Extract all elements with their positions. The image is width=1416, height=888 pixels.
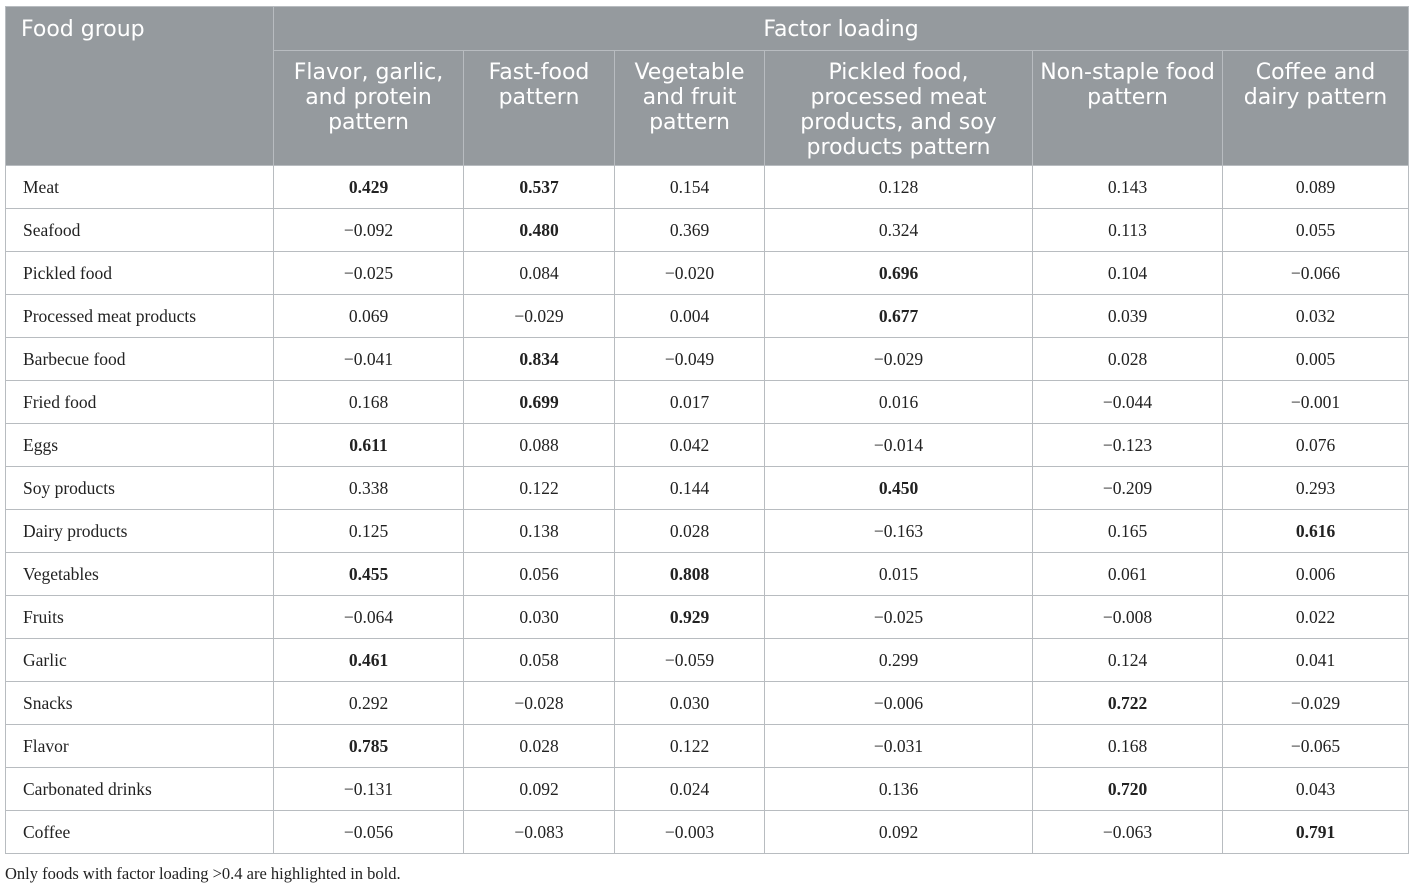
food-group-header: Food group xyxy=(6,7,274,166)
loading-value-cell: 0.461 xyxy=(274,639,464,682)
loading-value-cell: −0.092 xyxy=(274,209,464,252)
food-group-cell: Garlic xyxy=(6,639,274,682)
loading-value-cell: 0.122 xyxy=(464,467,615,510)
column-header: Flavor, garlic, and protein pattern xyxy=(274,51,464,166)
table-body xyxy=(6,166,1409,854)
loading-value-cell: 0.015 xyxy=(765,553,1033,596)
table-row xyxy=(6,553,1409,596)
loading-value-cell: 0.293 xyxy=(1223,467,1409,510)
table-row xyxy=(6,811,1409,854)
loading-value-cell: 0.292 xyxy=(274,682,464,725)
loading-value-cell: 0.143 xyxy=(1033,166,1223,209)
loading-value-cell: 0.785 xyxy=(274,725,464,768)
food-group-cell: Coffee xyxy=(6,811,274,854)
table-row xyxy=(6,295,1409,338)
loading-value-cell: 0.455 xyxy=(274,553,464,596)
loading-value-cell: −0.006 xyxy=(765,682,1033,725)
loading-value-cell: −0.001 xyxy=(1223,381,1409,424)
table-row xyxy=(6,381,1409,424)
loading-value-cell: 0.092 xyxy=(765,811,1033,854)
loading-value-cell: −0.025 xyxy=(274,252,464,295)
table-row xyxy=(6,467,1409,510)
loading-value-cell: 0.168 xyxy=(1033,725,1223,768)
loading-value-cell: −0.066 xyxy=(1223,252,1409,295)
table-row xyxy=(6,166,1409,209)
loading-value-cell: 0.041 xyxy=(1223,639,1409,682)
loading-value-cell: 0.338 xyxy=(274,467,464,510)
food-group-cell: Fried food xyxy=(6,381,274,424)
loading-value-cell: 0.113 xyxy=(1033,209,1223,252)
food-group-cell: Processed meat products xyxy=(6,295,274,338)
loading-value-cell: −0.014 xyxy=(765,424,1033,467)
food-group-cell: Flavor xyxy=(6,725,274,768)
loading-value-cell: 0.144 xyxy=(615,467,765,510)
loading-value-cell: 0.006 xyxy=(1223,553,1409,596)
loading-value-cell: 0.154 xyxy=(615,166,765,209)
loading-value-cell: −0.041 xyxy=(274,338,464,381)
loading-value-cell: 0.480 xyxy=(464,209,615,252)
loading-value-cell: 0.076 xyxy=(1223,424,1409,467)
loading-value-cell: 0.929 xyxy=(615,596,765,639)
loading-value-cell: 0.084 xyxy=(464,252,615,295)
loading-value-cell: −0.059 xyxy=(615,639,765,682)
loading-value-cell: 0.324 xyxy=(765,209,1033,252)
loading-value-cell: −0.029 xyxy=(1223,682,1409,725)
loading-value-cell: 0.791 xyxy=(1223,811,1409,854)
loading-value-cell: −0.123 xyxy=(1033,424,1223,467)
loading-value-cell: 0.611 xyxy=(274,424,464,467)
loading-value-cell: −0.131 xyxy=(274,768,464,811)
loading-value-cell: −0.049 xyxy=(615,338,765,381)
loading-value-cell: −0.028 xyxy=(464,682,615,725)
loading-value-cell: 0.450 xyxy=(765,467,1033,510)
loading-value-cell: 0.722 xyxy=(1033,682,1223,725)
loading-value-cell: −0.031 xyxy=(765,725,1033,768)
loading-value-cell: 0.299 xyxy=(765,639,1033,682)
food-group-cell: Seafood xyxy=(6,209,274,252)
loading-value-cell: 0.030 xyxy=(615,682,765,725)
loading-value-cell: 0.089 xyxy=(1223,166,1409,209)
food-group-cell: Fruits xyxy=(6,596,274,639)
loading-value-cell: 0.069 xyxy=(274,295,464,338)
loading-value-cell: 0.834 xyxy=(464,338,615,381)
loading-value-cell: 0.028 xyxy=(615,510,765,553)
loading-value-cell: 0.699 xyxy=(464,381,615,424)
loading-value-cell: 0.429 xyxy=(274,166,464,209)
loading-value-cell: 0.696 xyxy=(765,252,1033,295)
loading-value-cell: −0.083 xyxy=(464,811,615,854)
loading-value-cell: −0.064 xyxy=(274,596,464,639)
table-footnote: Only foods with factor loading >0.4 are highlighted in bold. xyxy=(5,864,401,883)
loading-value-cell: 0.055 xyxy=(1223,209,1409,252)
table-header xyxy=(6,7,1409,166)
food-group-cell: Pickled food xyxy=(6,252,274,295)
loading-value-cell: 0.720 xyxy=(1033,768,1223,811)
loading-value-cell: −0.063 xyxy=(1033,811,1223,854)
loading-value-cell: 0.022 xyxy=(1223,596,1409,639)
loading-value-cell: 0.028 xyxy=(1033,338,1223,381)
loading-value-cell: 0.088 xyxy=(464,424,615,467)
food-group-cell: Barbecue food xyxy=(6,338,274,381)
loading-value-cell: 0.122 xyxy=(615,725,765,768)
food-group-cell: Vegetables xyxy=(6,553,274,596)
loading-value-cell: 0.017 xyxy=(615,381,765,424)
loading-value-cell: 0.616 xyxy=(1223,510,1409,553)
loading-value-cell: −0.029 xyxy=(765,338,1033,381)
table-row xyxy=(6,596,1409,639)
loading-value-cell: 0.136 xyxy=(765,768,1033,811)
food-group-cell: Soy products xyxy=(6,467,274,510)
loading-value-cell: −0.044 xyxy=(1033,381,1223,424)
column-header: Fast-food pattern xyxy=(464,51,615,166)
loading-value-cell: −0.008 xyxy=(1033,596,1223,639)
loading-value-cell: 0.138 xyxy=(464,510,615,553)
loading-value-cell: 0.061 xyxy=(1033,553,1223,596)
loading-value-cell: 0.128 xyxy=(765,166,1033,209)
loading-value-cell: 0.016 xyxy=(765,381,1033,424)
loading-value-cell: −0.209 xyxy=(1033,467,1223,510)
loading-value-cell: 0.125 xyxy=(274,510,464,553)
loading-value-cell: 0.165 xyxy=(1033,510,1223,553)
loading-value-cell: −0.056 xyxy=(274,811,464,854)
loading-value-cell: 0.537 xyxy=(464,166,615,209)
loading-value-cell: 0.005 xyxy=(1223,338,1409,381)
column-header: Pickled food, processed meat products, and soy products pattern xyxy=(765,51,1033,166)
food-group-cell: Meat xyxy=(6,166,274,209)
loading-value-cell: 0.808 xyxy=(615,553,765,596)
food-group-cell: Snacks xyxy=(6,682,274,725)
table-row xyxy=(6,768,1409,811)
loading-value-cell: 0.039 xyxy=(1033,295,1223,338)
table-row xyxy=(6,639,1409,682)
loading-value-cell: 0.043 xyxy=(1223,768,1409,811)
table-row xyxy=(6,209,1409,252)
loading-value-cell: 0.004 xyxy=(615,295,765,338)
food-group-cell: Eggs xyxy=(6,424,274,467)
loading-value-cell: −0.025 xyxy=(765,596,1033,639)
table-row xyxy=(6,682,1409,725)
column-header: Coffee and dairy pattern xyxy=(1223,51,1409,166)
loading-value-cell: 0.124 xyxy=(1033,639,1223,682)
food-group-cell: Dairy products xyxy=(6,510,274,553)
table-row xyxy=(6,252,1409,295)
loading-value-cell: 0.104 xyxy=(1033,252,1223,295)
factor-loading-header: Factor loading xyxy=(274,7,1409,51)
loading-value-cell: 0.168 xyxy=(274,381,464,424)
loading-value-cell: 0.677 xyxy=(765,295,1033,338)
loading-value-cell: 0.042 xyxy=(615,424,765,467)
loading-value-cell: −0.020 xyxy=(615,252,765,295)
column-header: Non-staple food pattern xyxy=(1033,51,1223,166)
loading-value-cell: 0.092 xyxy=(464,768,615,811)
loading-value-cell: 0.028 xyxy=(464,725,615,768)
loading-value-cell: −0.003 xyxy=(615,811,765,854)
loading-value-cell: −0.029 xyxy=(464,295,615,338)
loading-value-cell: 0.369 xyxy=(615,209,765,252)
loading-value-cell: 0.030 xyxy=(464,596,615,639)
table-row xyxy=(6,510,1409,553)
factor-loading-table xyxy=(5,6,1409,854)
table-row xyxy=(6,424,1409,467)
loading-value-cell: −0.065 xyxy=(1223,725,1409,768)
column-header: Vegetable and fruit pattern xyxy=(615,51,765,166)
table-row xyxy=(6,725,1409,768)
loading-value-cell: 0.056 xyxy=(464,553,615,596)
loading-value-cell: −0.163 xyxy=(765,510,1033,553)
loading-value-cell: 0.032 xyxy=(1223,295,1409,338)
loading-value-cell: 0.058 xyxy=(464,639,615,682)
table-row xyxy=(6,338,1409,381)
food-group-cell: Carbonated drinks xyxy=(6,768,274,811)
loading-value-cell: 0.024 xyxy=(615,768,765,811)
